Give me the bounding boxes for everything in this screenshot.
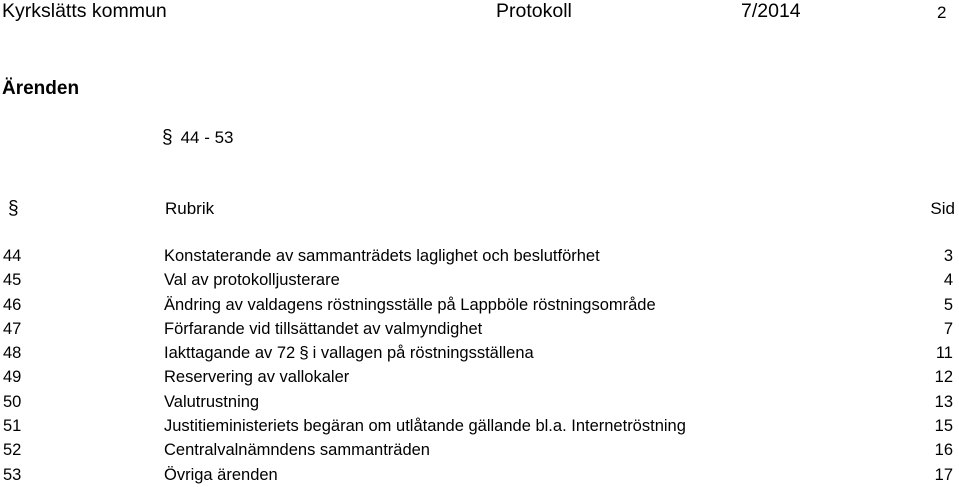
section-sign-icon: § (162, 127, 173, 148)
item-title: Konstaterande av sammanträdets laglighet och beslutförhet (164, 247, 600, 265)
list-item (0, 390, 959, 414)
item-title: Övriga ärenden (164, 465, 278, 484)
item-page: 7 (943, 319, 953, 338)
item-title-part: Iakttagande av 72 (164, 344, 296, 363)
item-number: 51 (3, 417, 22, 436)
item-number: 46 (3, 295, 22, 314)
item-page: 5 (943, 295, 953, 314)
item-page: 12 (934, 368, 953, 387)
item-page: 11 (935, 344, 953, 363)
item-number: 48 (3, 344, 22, 363)
protocol-number: 7/2014 (741, 0, 801, 22)
item-title: Centralvalnämndens sammanträden (164, 441, 430, 460)
list-item (0, 365, 959, 389)
item-title: Valutrustning (164, 392, 260, 411)
list-item (0, 438, 959, 462)
item-page: 13 (934, 392, 953, 411)
item-page: 17 (934, 465, 953, 484)
section-sign-icon: § (299, 343, 309, 363)
document-type: Protokoll (496, 0, 572, 22)
list-item (0, 268, 959, 292)
item-page: 3 (943, 247, 953, 265)
column-header-sid: Sid (930, 199, 955, 218)
item-page: 16 (934, 441, 953, 460)
section-sign-icon: § (8, 198, 19, 219)
item-title: Förfarande vid tillsättandet av valmyndighet (164, 319, 483, 338)
item-number: 50 (3, 392, 22, 411)
item-title (164, 341, 534, 365)
item-title: Justitieministeriets begäran om utlåtande gällande bl.a. Internetröstning (164, 417, 686, 436)
item-number: 44 (3, 247, 22, 265)
list-item (0, 463, 959, 487)
item-title: Ändring av valdagens röstningsställe på Lappböle röstningsområde (164, 295, 656, 314)
item-number: 47 (3, 319, 22, 338)
item-page: 4 (943, 271, 953, 290)
list-item (0, 341, 959, 365)
section-range-text: 44 - 53 (180, 128, 234, 147)
municipality-name: Kyrkslätts kommun (2, 0, 167, 22)
item-page: 15 (934, 417, 953, 436)
item-title: Reservering av vallokaler (164, 368, 350, 387)
item-title-part: i vallagen på röstningsställena (312, 344, 534, 363)
list-item (0, 414, 959, 438)
section-range (162, 127, 234, 149)
item-number: 53 (3, 465, 22, 484)
item-number: 49 (3, 368, 22, 387)
table-header (0, 198, 959, 220)
list-item (0, 244, 959, 268)
item-title: Val av protokolljusterare (164, 271, 340, 290)
item-number: 52 (3, 441, 22, 460)
agenda-list (0, 244, 959, 487)
item-number: 45 (3, 271, 22, 290)
column-header-rubrik: Rubrik (165, 199, 215, 218)
page-number: 2 (937, 3, 947, 22)
section-title: Ärenden (2, 78, 80, 99)
list-item (0, 293, 959, 317)
list-item (0, 317, 959, 341)
